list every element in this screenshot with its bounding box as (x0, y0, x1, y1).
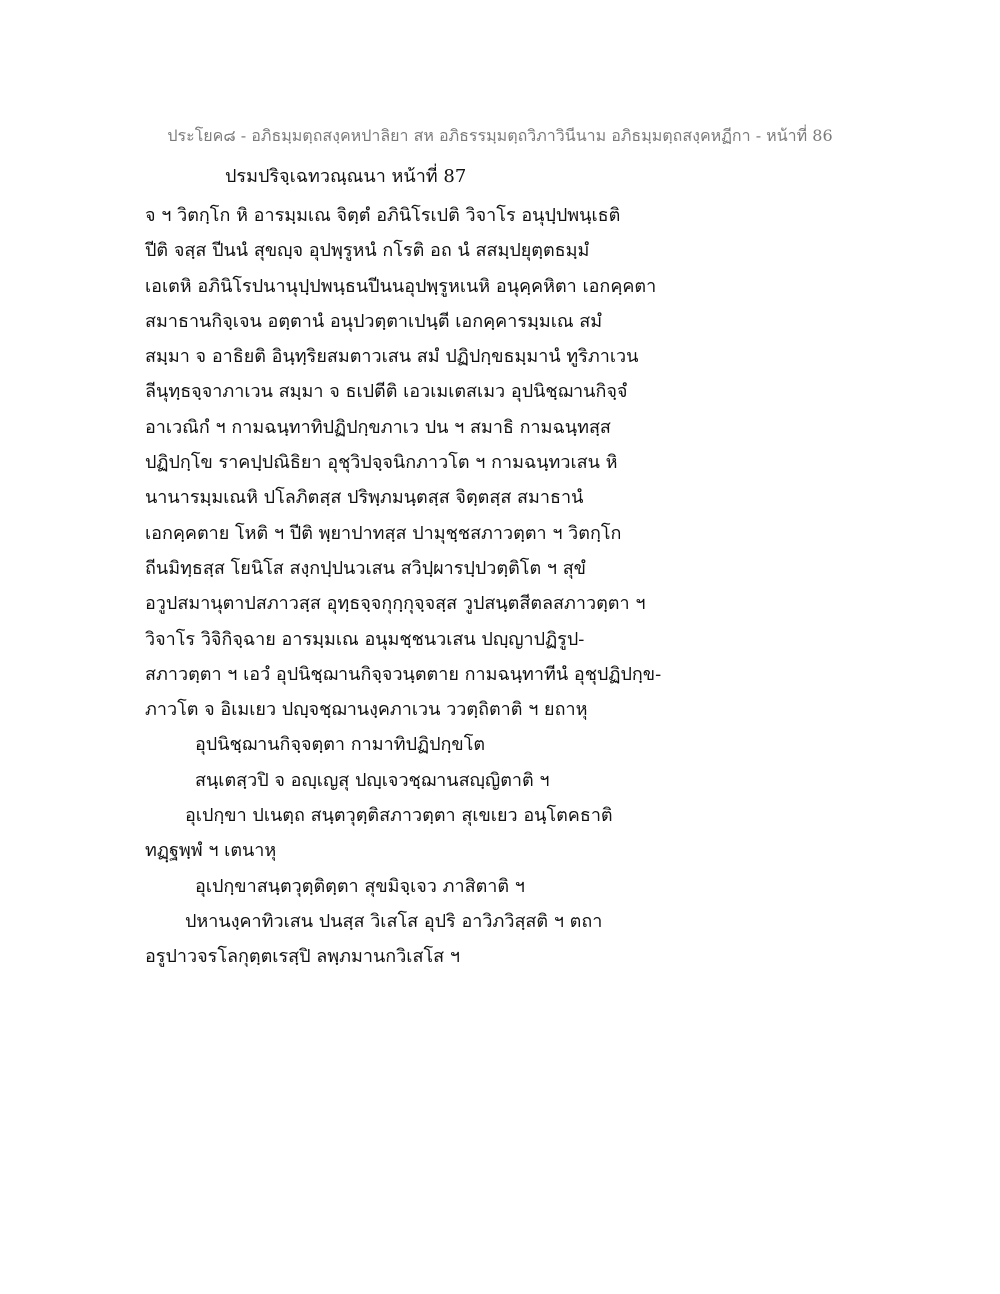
text-line: ถีนมิทฺธสฺส โยนิโส สงฺกปฺปนวเสน สวิปฺผารปฺปวตฺติโต ฯ สุขํ (145, 557, 586, 579)
text-line: เอกคฺคตาย โหติ ฯ ปีติ พฺยาปาทสฺส ปามุชฺชสภาวตฺตา ฯ วิตกฺโก (145, 522, 622, 544)
text-line: ปีติ จสฺส ปีนนํ สุขญฺจ อุปพฺรูหนํ กโรติ อถ นํ สสมฺปยุตฺตธมฺมํ (145, 240, 590, 262)
running-header: ประโยค๘ - อภิธมฺมตฺถสงฺคหปาลิยา สห อภิธรรมฺมตฺถวิภาวินีนาม อภิธมฺมตฺถสงฺคหฏีกา - หน้าที่ 86 (167, 126, 833, 145)
verse-line: อุปนิชฺฌานกิจฺจตฺตา กามาทิปฏิปกฺขโต (195, 734, 486, 756)
text-line: นานารมฺมเณหิ ปโลภิตสฺส ปริพฺภมนฺตสฺส จิตฺตสฺส สมาธานํ (145, 487, 584, 509)
text-line: ปฏิปกฺโข ราคปฺปณิธิยา อุชุวิปจฺจนิกภาวโต ฯ กามฉนฺทวเสน หิ (145, 452, 618, 474)
text-line: เอเตหิ อภินิโรปนานุปฺปพนฺธนปีนนอุปพฺรูหเนหิ อนุคฺคหิตา เอกคฺคตา (145, 275, 657, 297)
section-subtitle: ปรมปริจฺเฉทวณฺณนา หน้าที่ 87 (225, 166, 467, 187)
verse-line: อุเปกฺขาสนฺตวุตฺติตฺตา สุขมิจฺเจว ภาสิตาติ ฯ (195, 875, 525, 897)
text-line: อรูปาวจรโลกุตฺตเรสฺปิ ลพฺภมานกวิเสโส ฯ (145, 946, 460, 968)
paragraph-start-line: อุเปกฺขา ปเนตฺถ สนฺตวุตฺติสภาวตฺตา สุเขเยว อนฺโตคธาติ (185, 805, 613, 827)
body-text (145, 198, 865, 975)
text-line: วิจาโร วิจิกิจฺฉาย อารมฺมเณ อนุมชฺชนวเสน ปญฺญาปฏิรูป- (145, 628, 585, 650)
text-line: จ ฯ วิตกฺโก หิ อารมฺมเณ จิตฺตํ อภินิโรเปติ วิจาโร อนุปฺปพนฺเธติ (145, 205, 621, 226)
paragraph-start-line: ปหานงฺคาทิวเสน ปนสฺส วิเสโส อุปริ อาวิภวิสฺสติ ฯ ตถา (185, 910, 603, 932)
text-line: สภาวตฺตา ฯ เอวํ อุปนิชฺฌานกิจฺจวนฺตตาย กามฉนฺทาทีนํ อุชุปฏิปกฺข- (145, 663, 662, 685)
text-line: อวูปสมานุตาปสภาวสฺส อุทฺธจฺจกุกฺกุจฺจสฺส วูปสนฺตสีตลสภาวตฺตา ฯ (145, 593, 646, 615)
text-line: ทฏฺฐพฺพํ ฯ เตนาหุ (145, 840, 277, 862)
text-line: สมฺมา จ อาธิยติ อินฺทฺริยสมตาวเสน สมํ ปฏิปกฺขธมฺมานํ ทูริภาเวน (145, 346, 639, 368)
text-line: ภาวโต จ อิเมเยว ปญฺจชฺฌานงฺคภาเวน ววตฺถิตาติ ฯ ยถาหุ (145, 699, 588, 721)
verse-line: สนฺเตสฺวปิ จ อญฺเญสุ ปญฺเจวชฺฌานสญฺญิตาติ ฯ (195, 769, 550, 791)
text-line: ลีนุทฺธจฺจาภาเวน สมฺมา จ ธเปตีติ เอวเมเตสเมว อุปนิชฺฌานกิจฺจํ (145, 381, 628, 403)
text-line: สมาธานกิจฺเจน อตฺตานํ อนุปวตฺตาเปนฺตี เอกคฺคารมฺมเณ สมํ (145, 310, 603, 332)
text-line: อาเวณิกํ ฯ กามฉนฺทาทิปฏิปกฺขภาเว ปน ฯ สมาธิ กามฉนฺทสฺส (145, 416, 611, 438)
